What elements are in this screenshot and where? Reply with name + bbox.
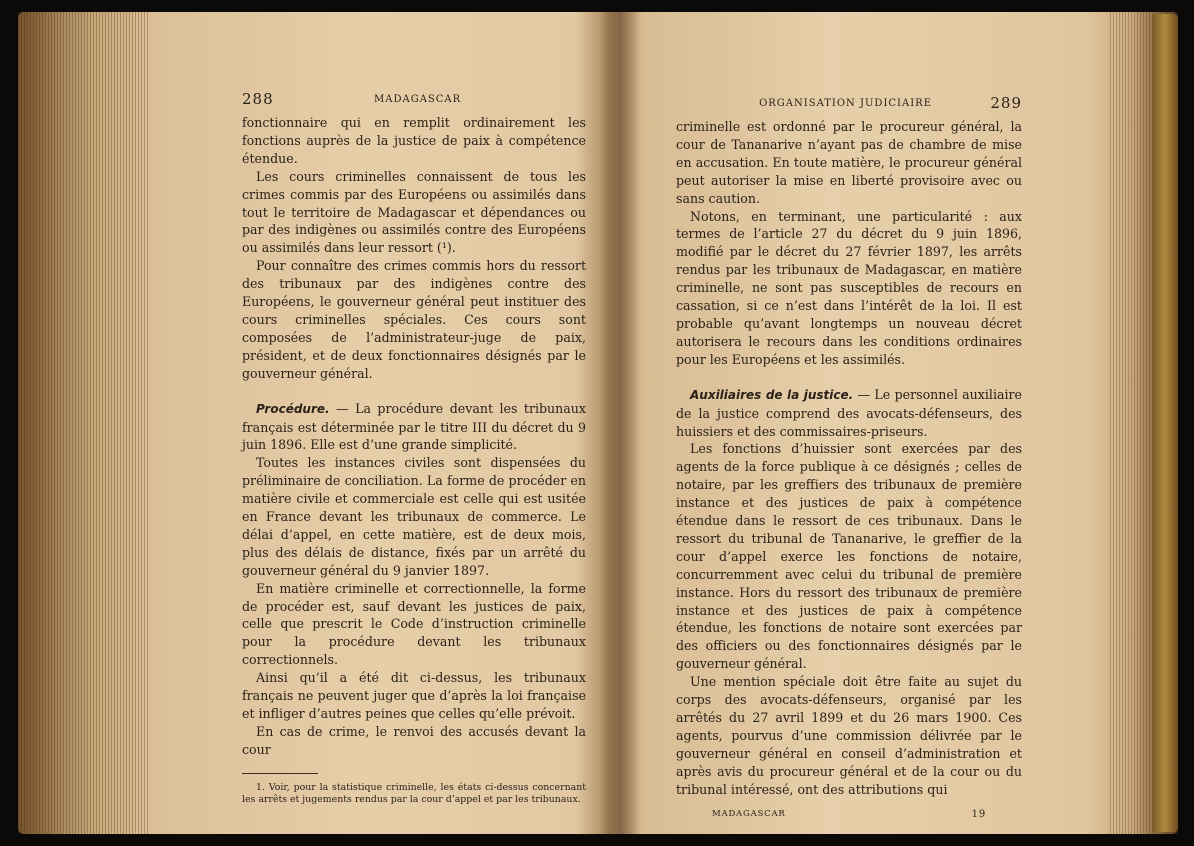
footnote: 1. Voir, pour la statistique criminelle, les états ci-dessus concernant les arrêts et jugements rendus par la cour d’appel et par les tribunaux. — [242, 781, 586, 806]
left-page — [242, 92, 586, 807]
paragraph: criminelle est ordonné par le procureur général, la cour de Tananarive n’ayant pas de chambre de mise en accusation. En toute matière, le procureur général peut autoriser la mise en liberté provisoire avec ou sans caution. — [676, 119, 1022, 206]
paragraph: En matière criminelle et correctionnelle, la forme de procéder est, sauf devant les justices de paix, celle que prescrit le Code d’instruction criminelle pour la procédure devant les tribunaux correctionnels. — [242, 580, 586, 668]
running-title: ORGANISATION JUDICIAIRE — [759, 98, 932, 109]
signature-name: MADAGASCAR — [712, 808, 786, 819]
section-text: — La procédure devant les tribunaux français est déterminée par le titre III du décret du 9 juin 1896. Elle est d’une grande simplicité. — [242, 400, 586, 453]
running-head — [242, 92, 586, 114]
running-title: MADAGASCAR — [374, 94, 462, 105]
body-text — [242, 114, 586, 759]
section-heading: Procédure. — [256, 401, 330, 416]
right-page — [676, 96, 1022, 829]
section-paragraph — [242, 400, 586, 455]
paragraph: Toutes les instances civiles sont dispensées du préliminaire de conciliation. La forme de procéder en matière civile et commerciale est celle qui est usitée en France devant les tribunaux de commerce. Le délai d’appel, en cette matière, est de deux mois, plus des délais de distance, fixés par un arrêté du gouverneur général du 9 janvier 1897. — [242, 455, 586, 578]
book-cover-edge — [1152, 14, 1178, 832]
page-number: 289 — [990, 94, 1022, 112]
paragraph: En cas de crime, le renvoi des accusés devant la cour — [242, 723, 586, 757]
paragraph: Les cours criminelles connaissent de tous les crimes commis par des Européens ou assimilés dans tout le territoire de Madagascar et dépendances ou par des indigènes ou assimilés contre des Européens ou assimilés dans leur ressort (¹). — [242, 168, 586, 256]
paragraph: Les fonctions d’huissier sont exercées par des agents de la force publique à ce désignés ; celles de notaire, par les greffiers des tribunaux de première instance et des justices de paix à compétence étendue dans le ressort de ces tribunaux. Dans le ressort du tribunal de Tananarive, le greffier de la cour d’appel exerce les fonctions de notaire, concurremment avec celui du tribunal de première instance. Hors du ressort des tribunaux de première instance et des justices de paix à compétence étendue, les fonctions de notaire sont exercées par des officiers ou des fonctionnaires désignés par le gouverneur général. — [676, 441, 1022, 672]
paragraph: Ainsi qu’il a été dit ci-dessus, les tribunaux français ne peuvent juger que d’après la loi française et infliger d’autres peines que celles qu’elle prévoit. — [242, 670, 586, 721]
section-paragraph — [676, 386, 1022, 441]
paragraph: fonctionnaire qui en remplit ordinairement les fonctions auprès de la justice de paix à compétence étendue. — [242, 115, 586, 166]
signature-line — [676, 809, 1022, 829]
signature-mark: 19 — [971, 808, 986, 820]
paragraph: Notons, en terminant, une particularité : aux termes de l’article 27 du décret du 9 juin 1896, modifié par le décret du 27 février 1897, les arrêts rendus par les tribunaux de Madagascar, en matière criminelle, ne sont pas susceptibles de recours en cassation, si ce n’est dans l’intérêt de la loi. Il est probable qu’avant longtemps un nouveau décret autorisera le recours dans les conditions ordinaires pour les Européens et les assimilés. — [676, 208, 1022, 367]
paragraph: Une mention spéciale doit être faite au sujet du corps des avocats-défenseurs, organisé par les arrêtés du 27 avril 1899 et du 26 mars 1900. Ces agents, pourvus d’une commission délivrée par le gouverneur général en conseil d’administration et après avis du procureur général et de la cour ou du tribunal intéressé, ont des attributions qui — [676, 674, 1022, 797]
body-text — [676, 118, 1022, 799]
page-number: 288 — [242, 90, 274, 108]
running-head — [676, 96, 1022, 118]
left-page-edges — [18, 12, 148, 834]
footnote-rule — [242, 773, 318, 774]
section-heading: Auxiliaires de la justice. — [690, 387, 854, 402]
section-text: — Le personnel auxiliaire de la justice comprend des avocats-défenseurs, des huissiers et des commissaires-priseurs. — [676, 386, 1022, 439]
book-gutter — [600, 12, 640, 834]
paragraph: Pour connaître des crimes commis hors du ressort des tribunaux par des indigènes contre des Européens, le gouverneur général peut instituer des cours criminelles spéciales. Ces cours sont composées de l’administrateur-juge de paix, président, et de deux fonctionnaires désignés par le gouverneur général. — [242, 258, 586, 381]
